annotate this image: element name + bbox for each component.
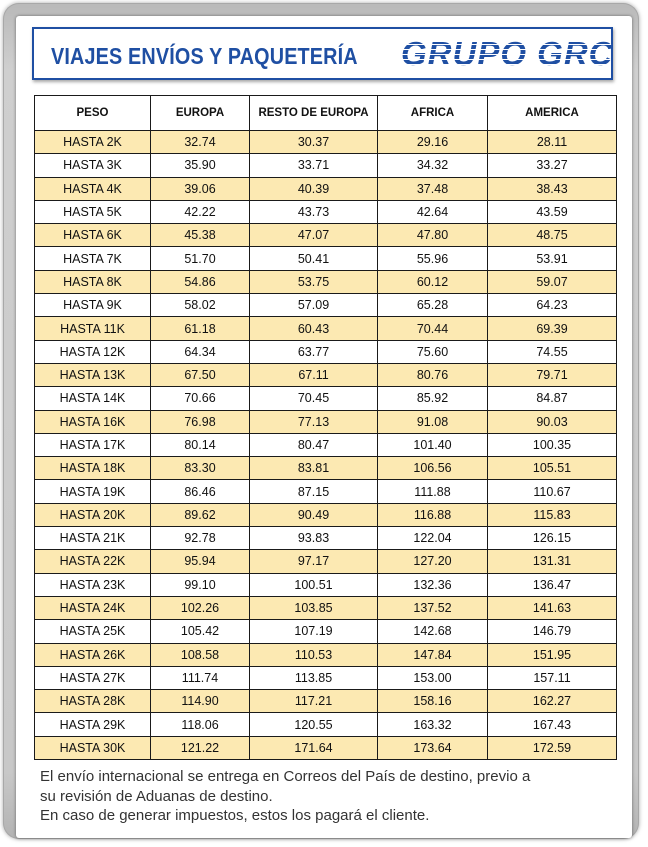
cell-america: 131.31 <box>488 550 617 573</box>
cell-america: 126.15 <box>488 527 617 550</box>
table-row <box>35 363 617 386</box>
cell-resto-de-europa: 47.07 <box>250 224 378 247</box>
cell-europa: 67.50 <box>151 363 250 386</box>
cell-peso: HASTA 11K <box>35 317 151 340</box>
cell-resto-de-europa: 100.51 <box>250 573 378 596</box>
cell-africa: 55.96 <box>378 247 488 270</box>
cell-africa: 127.20 <box>378 550 488 573</box>
title-banner <box>32 27 613 80</box>
cell-america: 146.79 <box>488 620 617 643</box>
rates-table <box>34 95 617 760</box>
cell-africa: 34.32 <box>378 154 488 177</box>
cell-resto-de-europa: 110.53 <box>250 643 378 666</box>
cell-peso: HASTA 12K <box>35 340 151 363</box>
cell-america: 69.39 <box>488 317 617 340</box>
cell-peso: HASTA 9K <box>35 294 151 317</box>
cell-africa: 173.64 <box>378 736 488 759</box>
cell-peso: HASTA 6K <box>35 224 151 247</box>
cell-peso: HASTA 7K <box>35 247 151 270</box>
cell-europa: 118.06 <box>151 713 250 736</box>
cell-america: 59.07 <box>488 270 617 293</box>
column-header-peso: PESO <box>35 96 151 131</box>
cell-america: 162.27 <box>488 690 617 713</box>
cell-resto-de-europa: 113.85 <box>250 666 378 689</box>
cell-peso: HASTA 2K <box>35 131 151 154</box>
cell-peso: HASTA 26K <box>35 643 151 666</box>
cell-europa: 64.34 <box>151 340 250 363</box>
cell-america: 172.59 <box>488 736 617 759</box>
cell-resto-de-europa: 117.21 <box>250 690 378 713</box>
cell-europa: 108.58 <box>151 643 250 666</box>
cell-america: 64.23 <box>488 294 617 317</box>
cell-europa: 99.10 <box>151 573 250 596</box>
cell-resto-de-europa: 97.17 <box>250 550 378 573</box>
cell-peso: HASTA 27K <box>35 666 151 689</box>
table-row <box>35 387 617 410</box>
table-row <box>35 410 617 433</box>
cell-peso: HASTA 24K <box>35 596 151 619</box>
cell-peso: HASTA 28K <box>35 690 151 713</box>
cell-peso: HASTA 20K <box>35 503 151 526</box>
cell-resto-de-europa: 67.11 <box>250 363 378 386</box>
cell-america: 100.35 <box>488 433 617 456</box>
table-row <box>35 317 617 340</box>
table-row <box>35 713 617 736</box>
cell-resto-de-europa: 120.55 <box>250 713 378 736</box>
cell-resto-de-europa: 80.47 <box>250 433 378 456</box>
cell-resto-de-europa: 50.41 <box>250 247 378 270</box>
cell-europa: 45.38 <box>151 224 250 247</box>
cell-europa: 80.14 <box>151 433 250 456</box>
cell-peso: HASTA 17K <box>35 433 151 456</box>
table-row <box>35 736 617 759</box>
cell-europa: 86.46 <box>151 480 250 503</box>
cell-resto-de-europa: 77.13 <box>250 410 378 433</box>
table-row <box>35 433 617 456</box>
cell-europa: 54.86 <box>151 270 250 293</box>
cell-africa: 142.68 <box>378 620 488 643</box>
table-row <box>35 666 617 689</box>
cell-africa: 85.92 <box>378 387 488 410</box>
table-row <box>35 247 617 270</box>
cell-resto-de-europa: 93.83 <box>250 527 378 550</box>
table-row <box>35 131 617 154</box>
cell-europa: 39.06 <box>151 177 250 200</box>
cell-africa: 75.60 <box>378 340 488 363</box>
cell-resto-de-europa: 57.09 <box>250 294 378 317</box>
cell-resto-de-europa: 103.85 <box>250 596 378 619</box>
table-row <box>35 200 617 223</box>
cell-resto-de-europa: 43.73 <box>250 200 378 223</box>
cell-peso: HASTA 23K <box>35 573 151 596</box>
cell-africa: 29.16 <box>378 131 488 154</box>
cell-peso: HASTA 25K <box>35 620 151 643</box>
cell-peso: HASTA 22K <box>35 550 151 573</box>
cell-america: 105.51 <box>488 457 617 480</box>
cell-peso: HASTA 18K <box>35 457 151 480</box>
cell-africa: 111.88 <box>378 480 488 503</box>
cell-europa: 95.94 <box>151 550 250 573</box>
page-title: VIAJES ENVÍOS Y PAQUETERÍA <box>51 43 358 69</box>
cell-peso: HASTA 29K <box>35 713 151 736</box>
table-row <box>35 294 617 317</box>
cell-africa: 137.52 <box>378 596 488 619</box>
cell-peso: HASTA 19K <box>35 480 151 503</box>
table-row <box>35 457 617 480</box>
table-row <box>35 503 617 526</box>
cell-europa: 51.70 <box>151 247 250 270</box>
cell-africa: 47.80 <box>378 224 488 247</box>
table-header-row <box>35 96 617 131</box>
column-header-europa: EUROPA <box>151 96 250 131</box>
cell-africa: 158.16 <box>378 690 488 713</box>
table-row <box>35 550 617 573</box>
cell-peso: HASTA 16K <box>35 410 151 433</box>
cell-europa: 105.42 <box>151 620 250 643</box>
cell-america: 43.59 <box>488 200 617 223</box>
cell-america: 33.27 <box>488 154 617 177</box>
footer-line: su revisión de Aduanas de destino. <box>40 787 273 805</box>
cell-europa: 92.78 <box>151 527 250 550</box>
cell-resto-de-europa: 63.77 <box>250 340 378 363</box>
cell-resto-de-europa: 30.37 <box>250 131 378 154</box>
cell-africa: 116.88 <box>378 503 488 526</box>
cell-africa: 163.32 <box>378 713 488 736</box>
footer-note <box>40 767 620 826</box>
cell-america: 115.83 <box>488 503 617 526</box>
cell-europa: 83.30 <box>151 457 250 480</box>
cell-europa: 114.90 <box>151 690 250 713</box>
table-row <box>35 690 617 713</box>
cell-peso: HASTA 14K <box>35 387 151 410</box>
table-row <box>35 573 617 596</box>
cell-america: 90.03 <box>488 410 617 433</box>
footer-line: En caso de generar impuestos, estos los pagará el cliente. <box>40 807 430 824</box>
table-row <box>35 270 617 293</box>
cell-europa: 102.26 <box>151 596 250 619</box>
cell-america: 79.71 <box>488 363 617 386</box>
cell-resto-de-europa: 83.81 <box>250 457 378 480</box>
cell-america: 53.91 <box>488 247 617 270</box>
cell-resto-de-europa: 90.49 <box>250 503 378 526</box>
cell-america: 141.63 <box>488 596 617 619</box>
table-row <box>35 177 617 200</box>
cell-peso: HASTA 4K <box>35 177 151 200</box>
column-header-resto-de-europa: RESTO DE EUROPA <box>250 96 378 131</box>
cell-america: 110.67 <box>488 480 617 503</box>
cell-africa: 70.44 <box>378 317 488 340</box>
table-body <box>35 131 617 760</box>
cell-peso: HASTA 5K <box>35 200 151 223</box>
table-row <box>35 154 617 177</box>
cell-america: 28.11 <box>488 131 617 154</box>
cell-peso: HASTA 21K <box>35 527 151 550</box>
cell-peso: HASTA 8K <box>35 270 151 293</box>
cell-resto-de-europa: 171.64 <box>250 736 378 759</box>
cell-america: 151.95 <box>488 643 617 666</box>
table-row <box>35 620 617 643</box>
cell-america: 136.47 <box>488 573 617 596</box>
cell-europa: 70.66 <box>151 387 250 410</box>
cell-resto-de-europa: 60.43 <box>250 317 378 340</box>
cell-europa: 61.18 <box>151 317 250 340</box>
table-row <box>35 224 617 247</box>
cell-africa: 60.12 <box>378 270 488 293</box>
cell-europa: 42.22 <box>151 200 250 223</box>
cell-america: 74.55 <box>488 340 617 363</box>
cell-africa: 147.84 <box>378 643 488 666</box>
cell-resto-de-europa: 40.39 <box>250 177 378 200</box>
cell-europa: 111.74 <box>151 666 250 689</box>
cell-resto-de-europa: 107.19 <box>250 620 378 643</box>
cell-peso: HASTA 30K <box>35 736 151 759</box>
cell-africa: 106.56 <box>378 457 488 480</box>
cell-africa: 122.04 <box>378 527 488 550</box>
brand-logo: GRUPO GRC <box>401 35 614 72</box>
cell-africa: 80.76 <box>378 363 488 386</box>
table-row <box>35 527 617 550</box>
cell-america: 38.43 <box>488 177 617 200</box>
cell-africa: 101.40 <box>378 433 488 456</box>
footer-line: El envío internacional se entrega en Correos del País de destino, previo a <box>40 768 531 785</box>
table-row <box>35 340 617 363</box>
cell-europa: 35.90 <box>151 154 250 177</box>
cell-resto-de-europa: 33.71 <box>250 154 378 177</box>
cell-america: 157.11 <box>488 666 617 689</box>
cell-europa: 32.74 <box>151 131 250 154</box>
cell-africa: 37.48 <box>378 177 488 200</box>
column-header-america: AMERICA <box>488 96 617 131</box>
table-row <box>35 643 617 666</box>
table-row <box>35 596 617 619</box>
cell-america: 84.87 <box>488 387 617 410</box>
cell-europa: 58.02 <box>151 294 250 317</box>
cell-peso: HASTA 13K <box>35 363 151 386</box>
cell-africa: 132.36 <box>378 573 488 596</box>
cell-resto-de-europa: 87.15 <box>250 480 378 503</box>
cell-europa: 89.62 <box>151 503 250 526</box>
cell-resto-de-europa: 53.75 <box>250 270 378 293</box>
cell-europa: 76.98 <box>151 410 250 433</box>
cell-peso: HASTA 3K <box>35 154 151 177</box>
table-row <box>35 480 617 503</box>
cell-africa: 91.08 <box>378 410 488 433</box>
cell-africa: 153.00 <box>378 666 488 689</box>
cell-resto-de-europa: 70.45 <box>250 387 378 410</box>
cell-america: 48.75 <box>488 224 617 247</box>
cell-europa: 121.22 <box>151 736 250 759</box>
cell-africa: 42.64 <box>378 200 488 223</box>
cell-america: 167.43 <box>488 713 617 736</box>
cell-africa: 65.28 <box>378 294 488 317</box>
column-header-africa: AFRICA <box>378 96 488 131</box>
